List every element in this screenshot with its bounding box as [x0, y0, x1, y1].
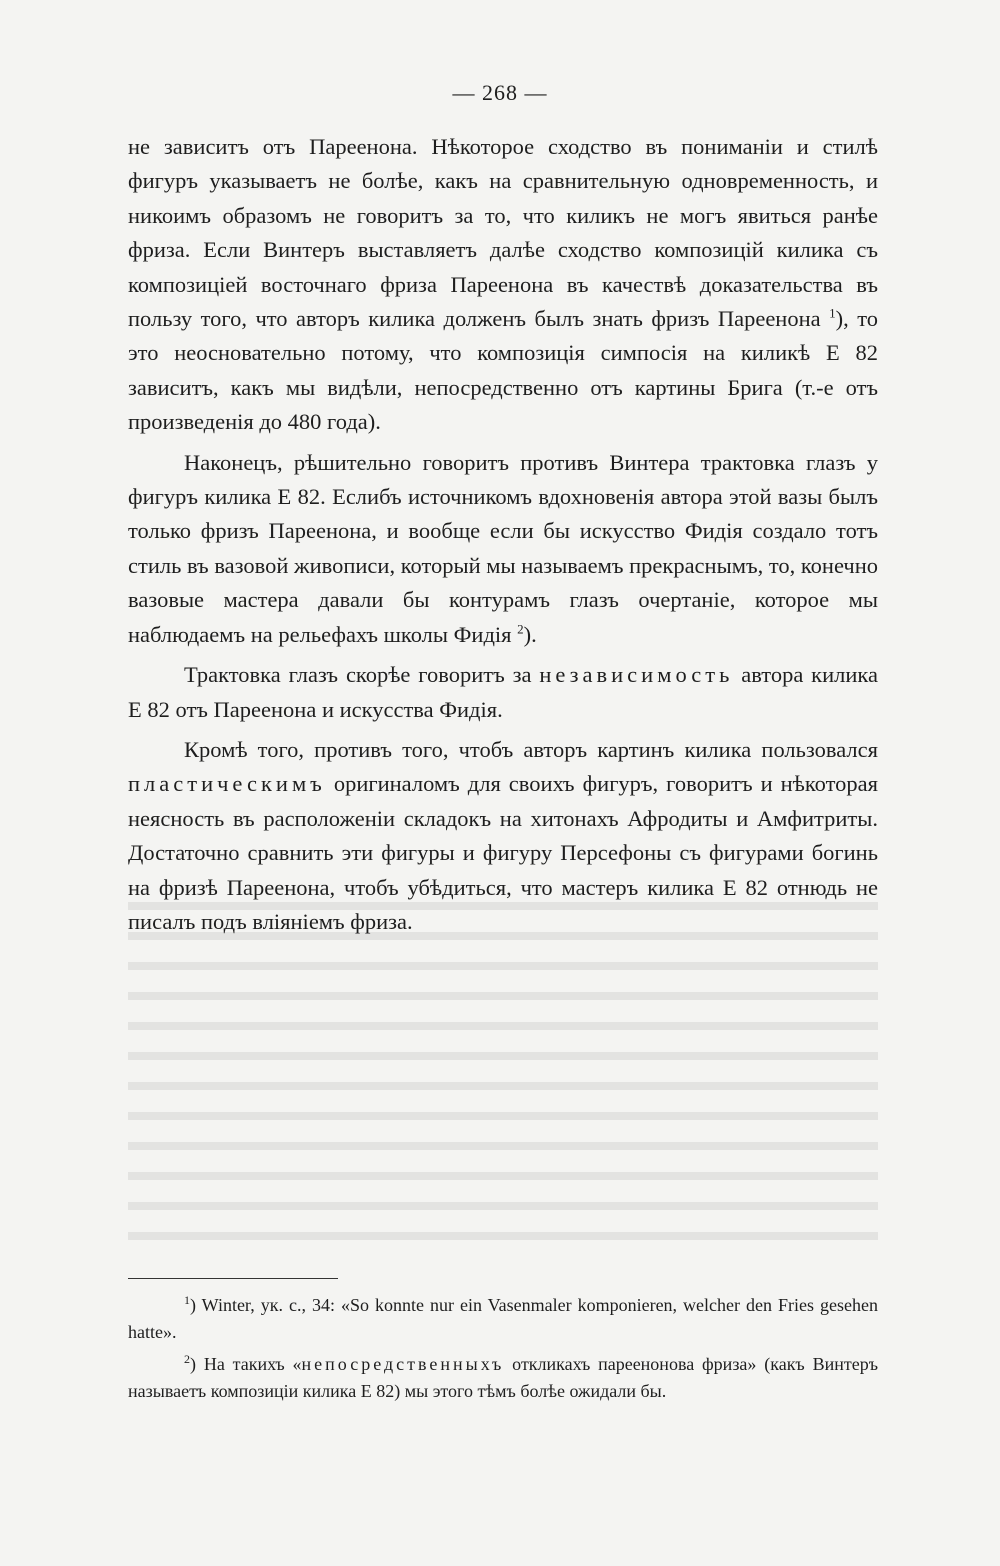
footnote-1-marker: 1 — [184, 1293, 190, 1307]
footnote-2: $^2$) На такихъ «непосредственныхъ откликахъ пареенонова фриза» (какъ Винтеръ называетъ композиціи килика Е 82) мы этого тѣмъ болѣе ожидали бы. — [128, 1352, 878, 1401]
emphasis-direct: непосредственныхъ — [301, 1354, 505, 1374]
footnote-ref-1[interactable]: 1 — [829, 305, 836, 321]
footnote-1: $^1$) Winter, ук. с., 34: «So konnte nur ein Vasenmaler komponieren, welcher den Fries gesehen hatte». — [128, 1293, 878, 1342]
paragraph-3: Трактовка глазъ скорѣе говоритъ за независимость автора килика Е 82 отъ Пареенона и искусства Фидія. — [128, 662, 879, 722]
footnote-ref-2[interactable]: 2 — [517, 621, 524, 637]
paragraph-2: Наконецъ, рѣшительно говоритъ противъ Винтера трактовка глазъ у фигуръ килика Е 82. Еслибъ источникомъ вдохновенія автора этой вазы былъ только фризъ Пареенона, и вообще если бы искусство Фидія создало тотъ стиль въ вазовой живописи, который мы называемъ прекраснымъ, то, конечно вазовые мастера давали бы контурамъ глазъ очертаніе, которое мы наблюдаемъ на рельефахъ школы Фидія $^2$). — [128, 449, 878, 647]
footnotes — [128, 1292, 878, 1410]
body-text — [128, 130, 878, 945]
footnote-separator — [128, 1278, 338, 1279]
footnote-2-marker: 2 — [184, 1352, 190, 1366]
emphasis-plastic: пластическимъ — [128, 771, 326, 797]
paragraph-4: Кромѣ того, противъ того, чтобъ авторъ картинъ килика пользовался пластическимъ оригиналомъ для своихъ фигуръ, говоритъ и нѣкоторая неясность въ расположеніи складокъ на хитонахъ Афродиты и Амфитриты. Достаточно сравнить эти фигуры и фигуру Персефоны съ фигурами богинь на фризѣ Пареенона, чтобъ убѣдиться, что мастеръ килика Е 82 отнюдь не писалъ подъ вліяніемъ фриза. — [128, 736, 878, 934]
emphasis-independence: независимость — [539, 662, 734, 688]
paragraph-1: не зависитъ отъ Пареенона. Нѣкоторое сходство въ пониманіи и стилѣ фигуръ указываетъ не болѣе, какъ на сравнительную одновременность, и никоимъ образомъ не говоритъ за то, что киликъ не могъ явиться ранѣе фриза. Если Винтеръ выставляетъ далѣе сходство композицій килика съ композиціей восточнаго фриза Пареенона въ качествѣ доказательства въ пользу того, что авторъ килика долженъ былъ знать фризъ Пареенона $^1$), то это неосновательно потому, что композиція симпосія на киликѣ Е 82 зависитъ, какъ мы видѣли, непосредственно отъ картины Брига (т.-е отъ произведенія до 480 года). — [128, 134, 878, 435]
page-number: — 268 — — [452, 80, 548, 105]
